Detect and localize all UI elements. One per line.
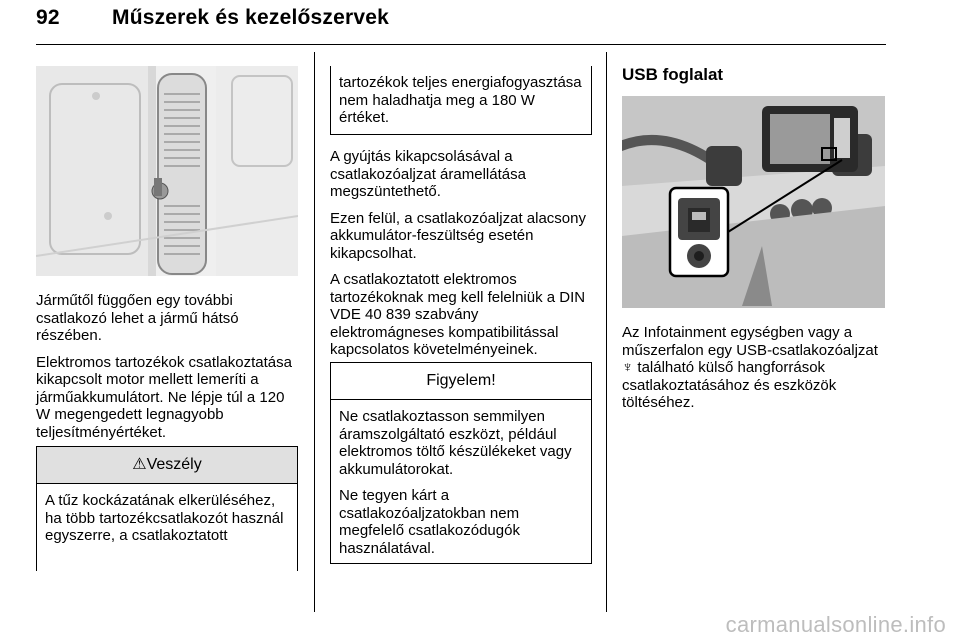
- column-divider: [606, 52, 607, 612]
- notice-title: Figyelem!: [331, 363, 591, 400]
- warning-triangle-icon: ⚠: [132, 456, 147, 473]
- section-heading: USB foglalat: [622, 65, 724, 84]
- column-2-text: [330, 148, 592, 368]
- column-divider: [314, 52, 315, 612]
- notice-box: [330, 362, 592, 564]
- watermark: carmanualsonline.info: [725, 612, 946, 637]
- paragraph: Járműtől függően egy további csatlakozó lehet a jármű hátsó részében.: [36, 292, 239, 344]
- usb-section: [622, 66, 884, 84]
- column-1-text: [36, 292, 298, 450]
- paragraph: A gyújtás kikapcsolásával a csatlakozóaljzat áramellátása megszüntethető.: [330, 148, 526, 200]
- usb-dashboard-illustration: [622, 96, 885, 308]
- danger-box-header: [37, 447, 297, 484]
- usb-description: [622, 324, 884, 421]
- notice-text: Ne tegyen kárt a csatlakozóaljzatokban nem megfelelő csatlakozódugók használatával.: [339, 487, 520, 557]
- danger-text: A tűz kockázatának elkerüléséhez, ha több tartozékcsatlakozót használ egyszerre, a csatlakoztatott: [45, 492, 284, 544]
- danger-box: [36, 446, 298, 571]
- door-socket-image: [36, 66, 298, 276]
- page-header: [36, 6, 389, 30]
- usb-socket-image: [622, 96, 885, 308]
- header-rule: [36, 44, 886, 45]
- paragraph: Ezen felül, a csatlakozóaljzat alacsony akkumulátor-feszültség esetén kikapcsolhat.: [330, 209, 586, 262]
- notice-body: [331, 400, 591, 572]
- danger-box-continued: [330, 66, 592, 135]
- page-title: Műszerek és kezelőszervek: [112, 6, 390, 29]
- paragraph: Az Infotainment egységben vagy a műszerfalon egy USB-csatlakozóaljzat ♆ található külső hangforrások csatlakoztatásához és eszközök töltéséhez.: [622, 324, 878, 411]
- paragraph: Elektromos tartozékok csatlakoztatása kikapcsolt motor mellett lemeríti a járműakkumulátort. Ne lépje túl a 120 W megengedett legnagyobb teljesítményértéket.: [36, 353, 292, 441]
- door-socket-illustration: [36, 66, 298, 276]
- danger-text-continued: tartozékok teljes energiafogyasztása nem haladhatja meg a 180 W értéket.: [339, 74, 582, 126]
- danger-title: Veszély: [146, 456, 202, 473]
- paragraph: A csatlakoztatott elektromos tartozékoknak meg kell felelniük a DIN VDE 40 839 szabvány elektromágneses kompatibilitással kapcsolatos követelményeinek.: [330, 271, 586, 358]
- notice-text: Ne csatlakoztasson semmilyen áramszolgáltató eszközt, például elektromos töltő készülékeket vagy akkumulátorokat.: [339, 408, 572, 478]
- page-number: 92: [36, 6, 60, 29]
